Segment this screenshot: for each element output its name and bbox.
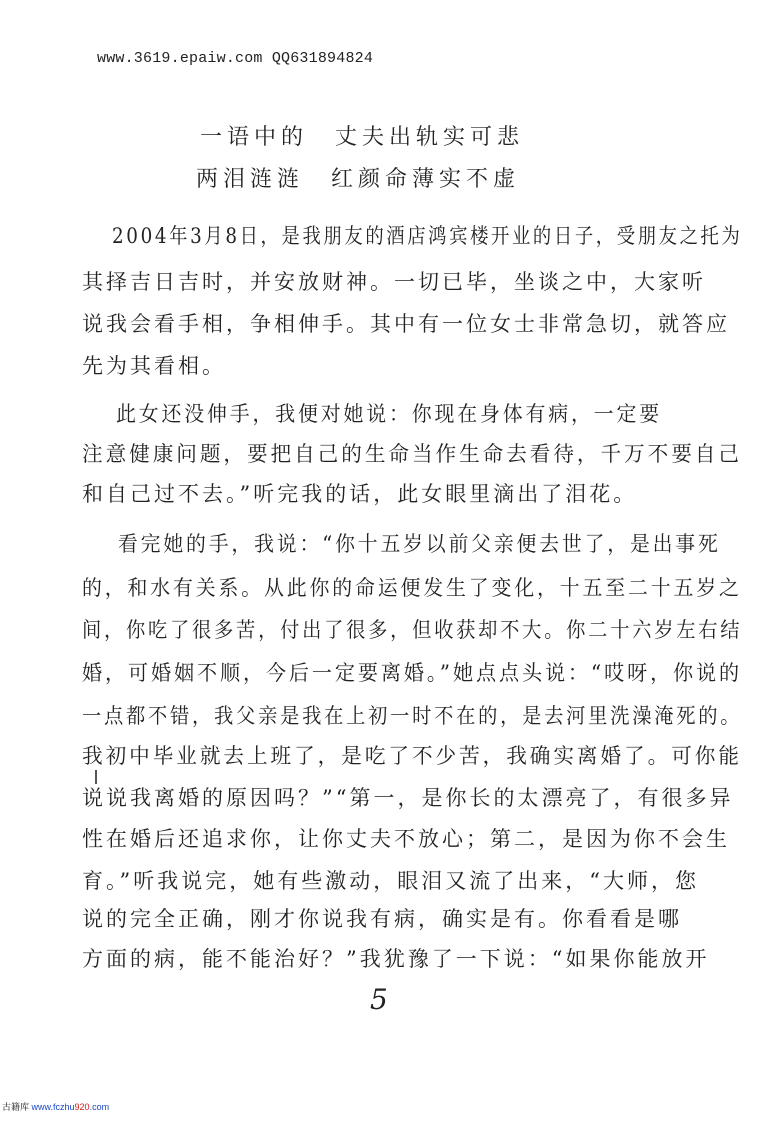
- footer-url-accent: 920: [74, 1102, 90, 1112]
- body-line: 其择吉日吉时，并安放财神。一切已毕，坐谈之中，大家听: [82, 270, 706, 294]
- body-line: 注意健康问题，要把自己的生命当作生命去看待，千万不要自己: [82, 442, 742, 466]
- watermark-url: www.3619.epaiw.com QQ631894824: [97, 50, 374, 67]
- body-line: 说的完全正确，刚才你说我有病，确实是有。你看看是哪: [82, 907, 682, 931]
- body-line: 说说我离婚的原因吗？”“第一，是你长的太漂亮了，有很多异: [82, 786, 734, 810]
- footer-url-suffix: .com: [89, 1102, 110, 1112]
- body-line: 看完她的手，我说：“你十五岁以前父亲便去世了，是出事死: [118, 532, 721, 556]
- footer-url-prefix: www.fczhu: [31, 1102, 75, 1112]
- body-line: 先为其看相。: [82, 354, 226, 378]
- footer-source: [2, 1100, 109, 1113]
- title-line-1: 一语中的 丈夫出轨实可悲: [200, 125, 525, 150]
- body-line: 说我会看手相，争相伸手。其中有一位女士非常急切，就答应: [82, 312, 730, 336]
- body-line: 和自己过不去。”听完我的话，此女眼里滴出了泪花。: [82, 482, 638, 506]
- footer-site-name: 古籍库: [2, 1102, 30, 1112]
- body-line: 2004年3月8日，是我朋友的酒店鸿宾楼开业的日子，受朋友之托为: [112, 224, 743, 248]
- body-line: 此女还没伸手，我便对她说：你现在身体有病，一定要: [116, 402, 663, 426]
- body-line: 一点都不错，我父亲是我在上初一时不在的，是去河里洗澡淹死的。: [82, 704, 743, 728]
- body-line: 方面的病，能不能治好？”我犹豫了一下说：“如果你能放开: [82, 947, 710, 971]
- title-line-2: 两泪涟涟 红颜命薄实不虚: [196, 167, 521, 192]
- body-line: 性在婚后还追求你，让你丈夫不放心；第二，是因为你不会生: [82, 827, 730, 851]
- margin-tick-mark: [95, 770, 97, 784]
- body-line: 间，你吃了很多苦，付出了很多，但收获却不大。你二十六岁左右结: [82, 618, 743, 642]
- body-line: 我初中毕业就去上班了，是吃了不少苦，我确实离婚了。可你能: [82, 744, 742, 768]
- body-line: 的，和水有关系。从此你的命运便发生了变化，十五至二十五岁之: [82, 576, 742, 600]
- body-line: 婚，可婚姻不顺，今后一定要离婚。”她点点头说：“哎呀，你说的: [82, 661, 743, 685]
- body-line: 育。”听我说完，她有些激动，眼泪又流了出来，“大师，您: [82, 869, 699, 893]
- page-number: 5: [370, 983, 388, 1016]
